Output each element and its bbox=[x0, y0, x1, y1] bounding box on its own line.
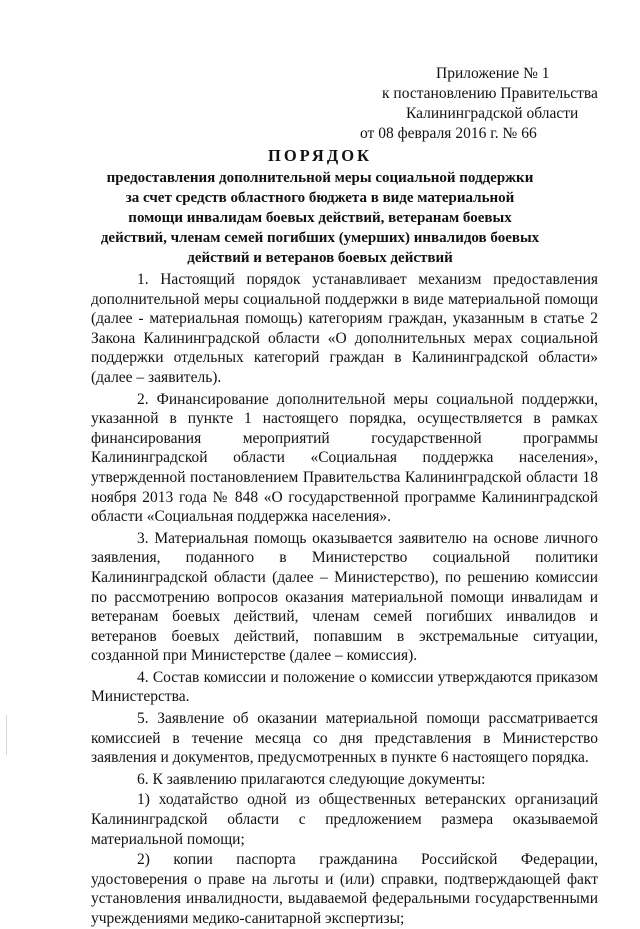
document-subtitle: предоставления дополнительной меры социальной поддержки за счет средств областного бюджета в виде материальной помощи инвалидам боевых действий, ветеранам боевых действий, членам семей погибших (умерших) инвалидов боевых действий и ветеранов боевых действий bbox=[100, 170, 540, 266]
paragraph-6-item-1: 1) ходатайство одной из общественных ветеранских организаций Калининградской области с предложением размера оказываемой материальной помощи; bbox=[91, 791, 598, 848]
appendix-resolution: к постановлению Правительства bbox=[382, 85, 598, 102]
paragraph-1: 1. Настоящий порядок устанавливает механизм предоставления дополнительной меры социальной поддержки в виде материальной помощи (далее - материальная помощь) категориям граждан, указанным в статье 2 Закона Калининградской области «О дополнительных мерах социальной поддержки отдельных категорий граждан в Калининградской области» (далее – заявитель). bbox=[91, 271, 598, 386]
document-title: ПОРЯДОК bbox=[268, 146, 372, 165]
paragraph-4: 4. Состав комиссии и положение о комиссии утверждаются приказом Министерства. bbox=[91, 668, 598, 706]
appendix-header bbox=[360, 64, 610, 144]
paragraph-3: 3. Материальная помощь оказывается заявителю на основе личного заявления, поданного в Министерство социальной политики Калининградской области (далее – Министерство), по решению комиссии по рассмотрению вопросов оказания материальной помощи инвалидам и ветеранам боевых действий, членам семей погибших инвалидов и ветеранов боевых действий, попавшим в экстремальные ситуации, созданной при Министерстве (далее – комиссия). bbox=[91, 529, 598, 665]
paragraph-2: 2. Финансирование дополнительной меры социальной поддержки, указанной в пункте 1 настоящего порядка, осуществляется в рамках финансирования мероприятий государственной программы Калининградской области «Социальная поддержка населения», утвержденной постановлением Правительства Калининградской области 18 ноября 2013 года № 848 «О государственной программе Калининградской области «Социальная поддержка населения». bbox=[91, 390, 598, 526]
appendix-number: Приложение № 1 bbox=[436, 65, 550, 82]
document-body bbox=[91, 270, 598, 929]
paragraph-5: 5. Заявление об оказании материальной помощи рассматривается комиссией в течение месяца со дня представления в Министерство заявления и документов, предусмотренных в пункте 6 настоящего порядка. bbox=[91, 710, 598, 767]
appendix-region: Калининградской области bbox=[406, 105, 579, 122]
scan-margin-mark bbox=[6, 715, 7, 755]
paragraph-6: 6. К заявлению прилагаются следующие документы: bbox=[137, 770, 486, 788]
paragraph-6-item-2: 2) копии паспорта гражданина Российской Федерации, удостоверения о праве на льготы и (или) справки, подтверждающей факт установления инвалидности, выдаваемой федеральными государственными учреждениями медико-санитарной экспертизы; bbox=[91, 851, 598, 927]
appendix-date: от 08 февраля 2016 г. № 66 bbox=[360, 125, 537, 142]
